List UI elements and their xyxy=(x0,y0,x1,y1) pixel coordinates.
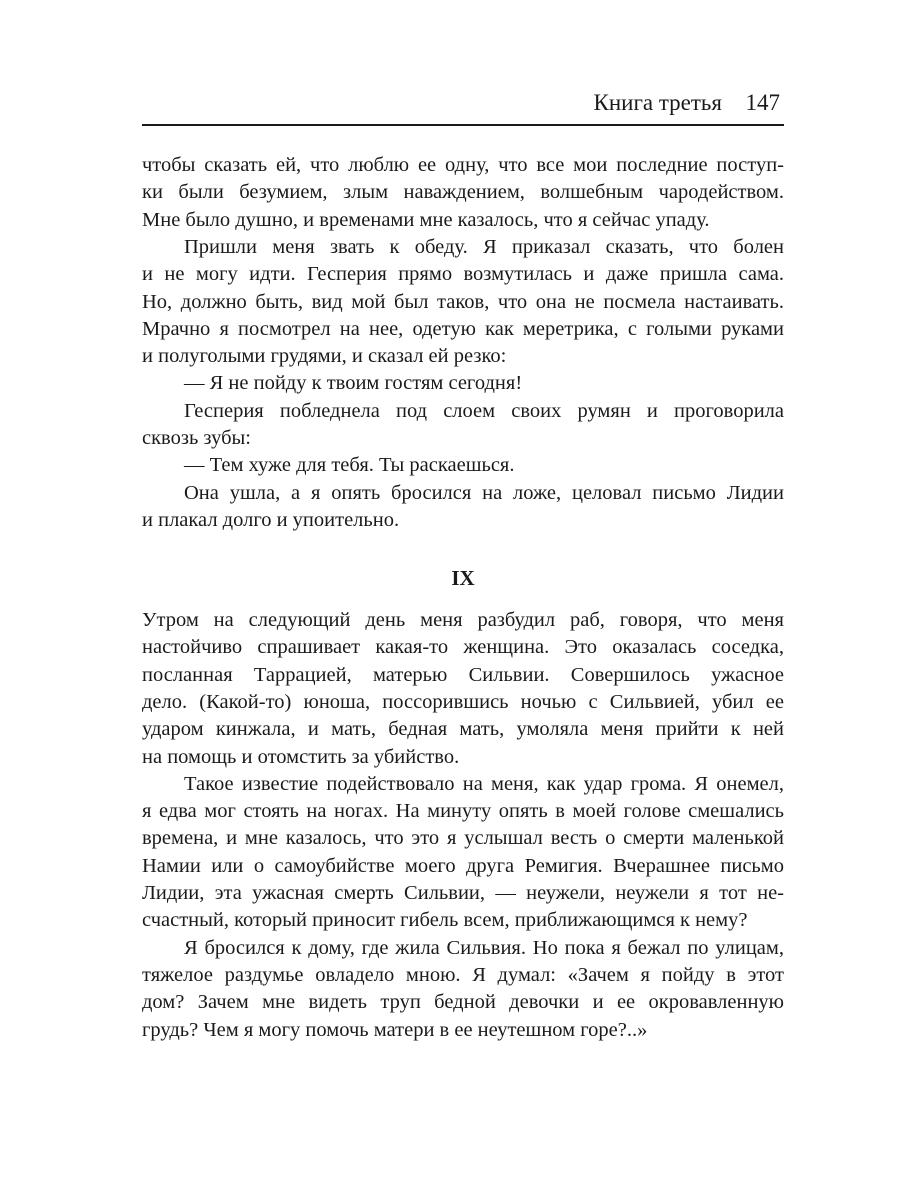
text-line: на помощь и отомстить за убийство. xyxy=(142,745,460,768)
text-line: Она ушла, а я опять бросился на ложе, целовал письмо Лидии xyxy=(184,481,784,504)
text-line: Мне было душно, и временами мне казалось, что я сейчас упаду. xyxy=(142,208,710,231)
text-line: ударом кинжала, и мать, бедная мать, умоляла меня прийти к ней xyxy=(142,718,784,741)
text-line: Но, должно быть, вид мой был таков, что она не посмела настаивать. xyxy=(142,290,784,313)
text-line: и плакал долго и упоительно. xyxy=(142,508,400,531)
text-line: Лидии, эта ужасная смерть Сильвии, — неужели, неужели я тот не- xyxy=(142,882,784,904)
text-line: Намии или о самоубийстве моего друга Ремигия. Вчерашнее письмо xyxy=(142,854,784,877)
text-line: дом? Зачем мне видеть труп бедной девочки и ее окровавленную xyxy=(142,991,784,1014)
text-line: и не могу идти. Гесперия прямо возмутилась и даже пришла сама. xyxy=(142,263,784,286)
text-line: я едва мог стоять на ногах. На минуту опять в моей голове смешались xyxy=(142,800,784,823)
text-line: тяжелое раздумье овладело мною. Я думал: «Зачем я пойду в этот xyxy=(142,963,784,986)
text-line: — Тем хуже для тебя. Ты раскаешься. xyxy=(184,454,515,477)
text-line: Гесперия побледнела под слоем своих румян и проговорила xyxy=(184,399,784,422)
text-line: посланная Таррацией, матерью Сильвии. Совершилось ужасное xyxy=(142,663,784,686)
text-line: Я бросился к дому, где жила Сильвия. Но пока я бежал по улицам, xyxy=(184,936,784,959)
page-header xyxy=(142,86,784,126)
text-line: Мрачно я посмотрел на нее, одетую как меретрика, с голыми руками xyxy=(142,317,784,340)
text-line: Утром на следующий день меня разбудил раб, говоря, что меня xyxy=(142,609,784,631)
running-title: Книга третья xyxy=(593,90,722,115)
text-line: — Я не пойду к твоим гостям сегодня! xyxy=(184,372,523,395)
text-line: дело. (Какой-то) юноша, поссорившись ночью с Сильвией, убил ее xyxy=(142,690,784,713)
text-line: чтобы сказать ей, что люблю ее одну, что все мои последние поступ- xyxy=(142,154,784,176)
chapter-heading: IX xyxy=(451,566,475,590)
text-line: Пришли меня звать к обеду. Я приказал сказать, что болен xyxy=(184,235,784,258)
text-line: ки были безумием, злым наваждением, волшебным чародейством. xyxy=(142,181,784,204)
text-line: настойчиво спрашивает какая-то женщина. Это оказалась соседка, xyxy=(142,636,784,659)
text-line: времена, и мне казалось, что это я услышал весть о смерти маленькой xyxy=(142,827,784,850)
text-line: Такое известие подействовало на меня, как удар грома. Я онемел, xyxy=(184,772,784,795)
text-line: сквозь зубы: xyxy=(142,427,251,449)
text-line: грудь? Чем я могу помочь матери в ее неутешном горе?..» xyxy=(142,1018,648,1041)
page-number: 147 xyxy=(745,90,780,115)
text-line: и полуголыми грудями, и сказал ей резко: xyxy=(142,345,507,368)
text-line: счастный, который приносит гибель всем, приближающимся к нему? xyxy=(142,909,748,932)
